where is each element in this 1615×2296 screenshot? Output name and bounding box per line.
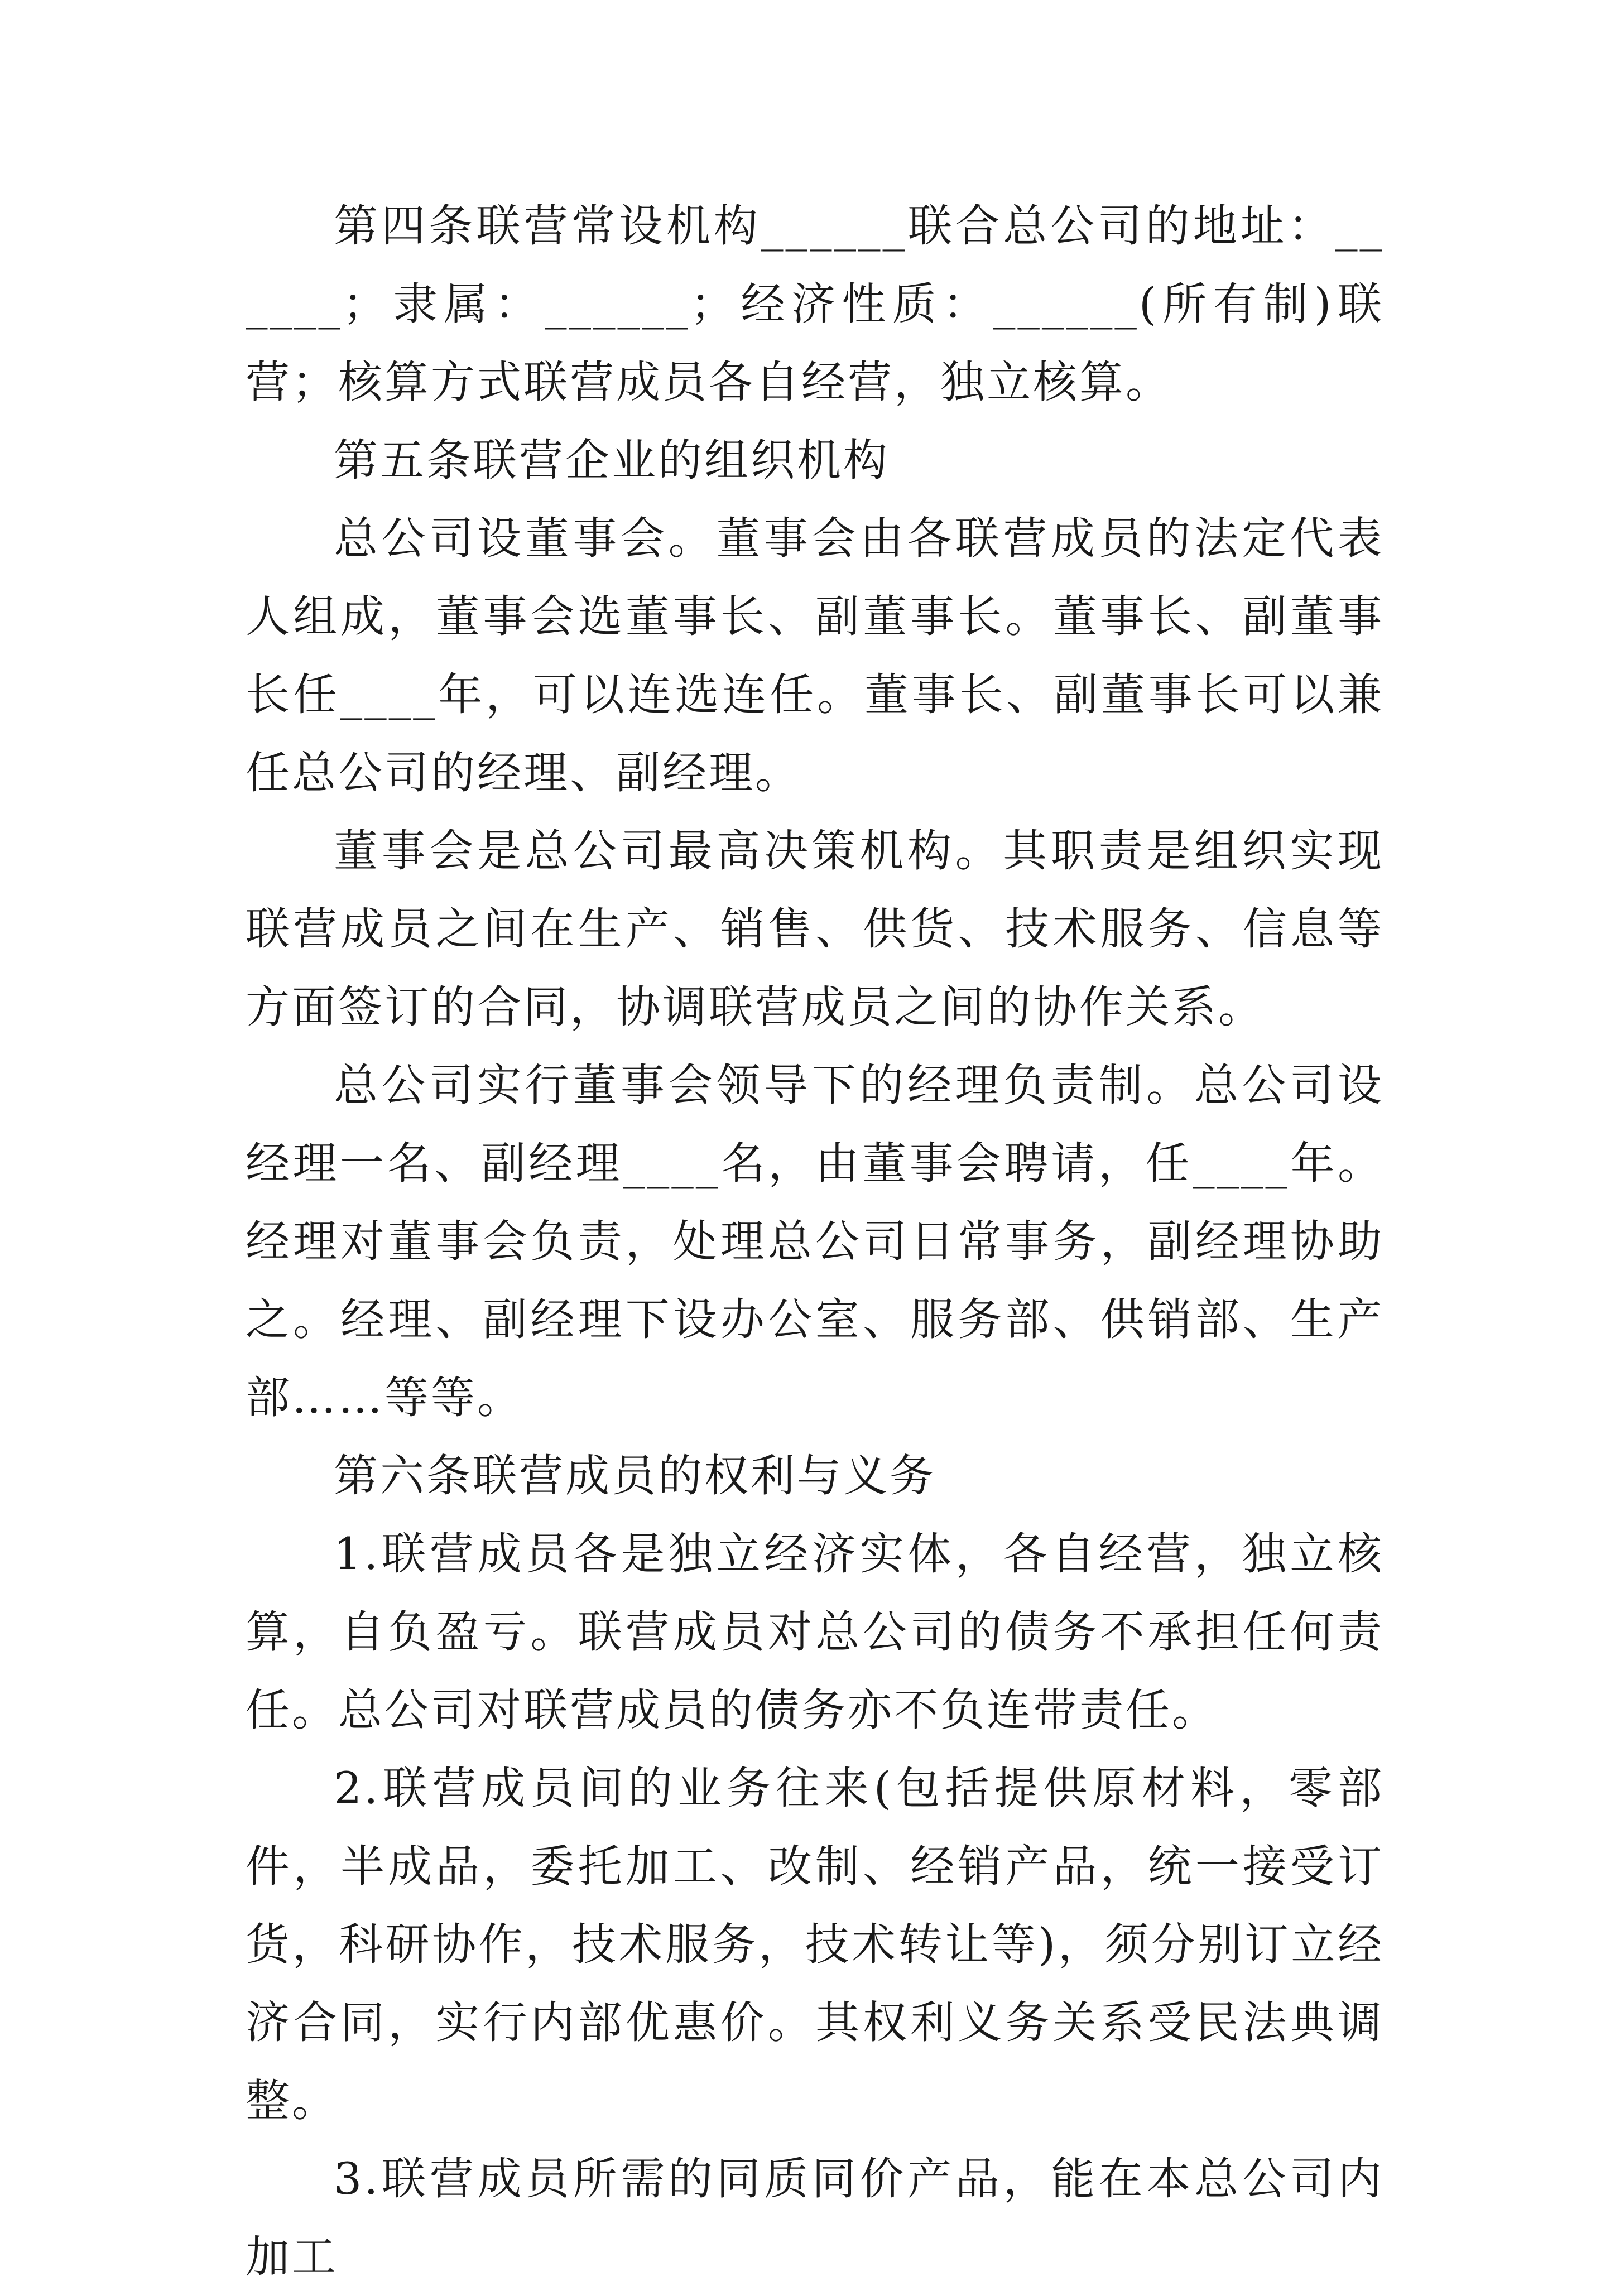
- paragraph-clause-3: 3.联营成员所需的同质同价产品，能在本总公司内加工: [246, 2153, 1384, 2283]
- document-body: [246, 187, 1384, 2296]
- paragraph-board-duties: 董事会是总公司最高决策机构。其职责是组织实现联营成员之间在生产、销售、供货、技术服务、信息等方面签订的合同，协调联营成员之间的协作关系。: [246, 825, 1384, 1033]
- paragraph-board-setup: 总公司设董事会。董事会由各联营成员的法定代表人组成，董事会选董事长、副董事长。董事长、副董事长任____年，可以连选连任。董事长、副董事长可以兼任总公司的经理、副经理。: [246, 513, 1384, 798]
- paragraph-article-5-heading: 第五条联营企业的组织机构: [334, 435, 890, 486]
- paragraph-article-6-heading: 第六条联营成员的权利与义务: [334, 1450, 936, 1501]
- paragraph-clause-2: 2.联营成员间的业务往来(包括提供原材料，零部件，半成品，委托加工、改制、经销产品，统一接受订货，科研协作，技术服务，技术转让等)，须分别订立经济合同，实行内部优惠价。其权利义务关系受民法典调整。: [246, 1763, 1384, 2126]
- paragraph-manager-system: 总公司实行董事会领导下的经理负责制。总公司设经理一名、副经理____名，由董事会聘请，任____年。经理对董事会负责，处理总公司日常事务，副经理协助之。经理、副经理下设办公室、服务部、供销部、生产部……等等。: [246, 1060, 1384, 1423]
- paragraph-article-4: 第四条联营常设机构______联合总公司的地址：______；隶属：______；经济性质：______(所有制)联营；核算方式联营成员各自经营，独立核算。: [246, 200, 1384, 408]
- paragraph-clause-1: 1.联营成员各是独立经济实体，各自经营，独立核算，自负盈亏。联营成员对总公司的债务不承担任何责任。总公司对联营成员的债务亦不负连带责任。: [246, 1528, 1384, 1736]
